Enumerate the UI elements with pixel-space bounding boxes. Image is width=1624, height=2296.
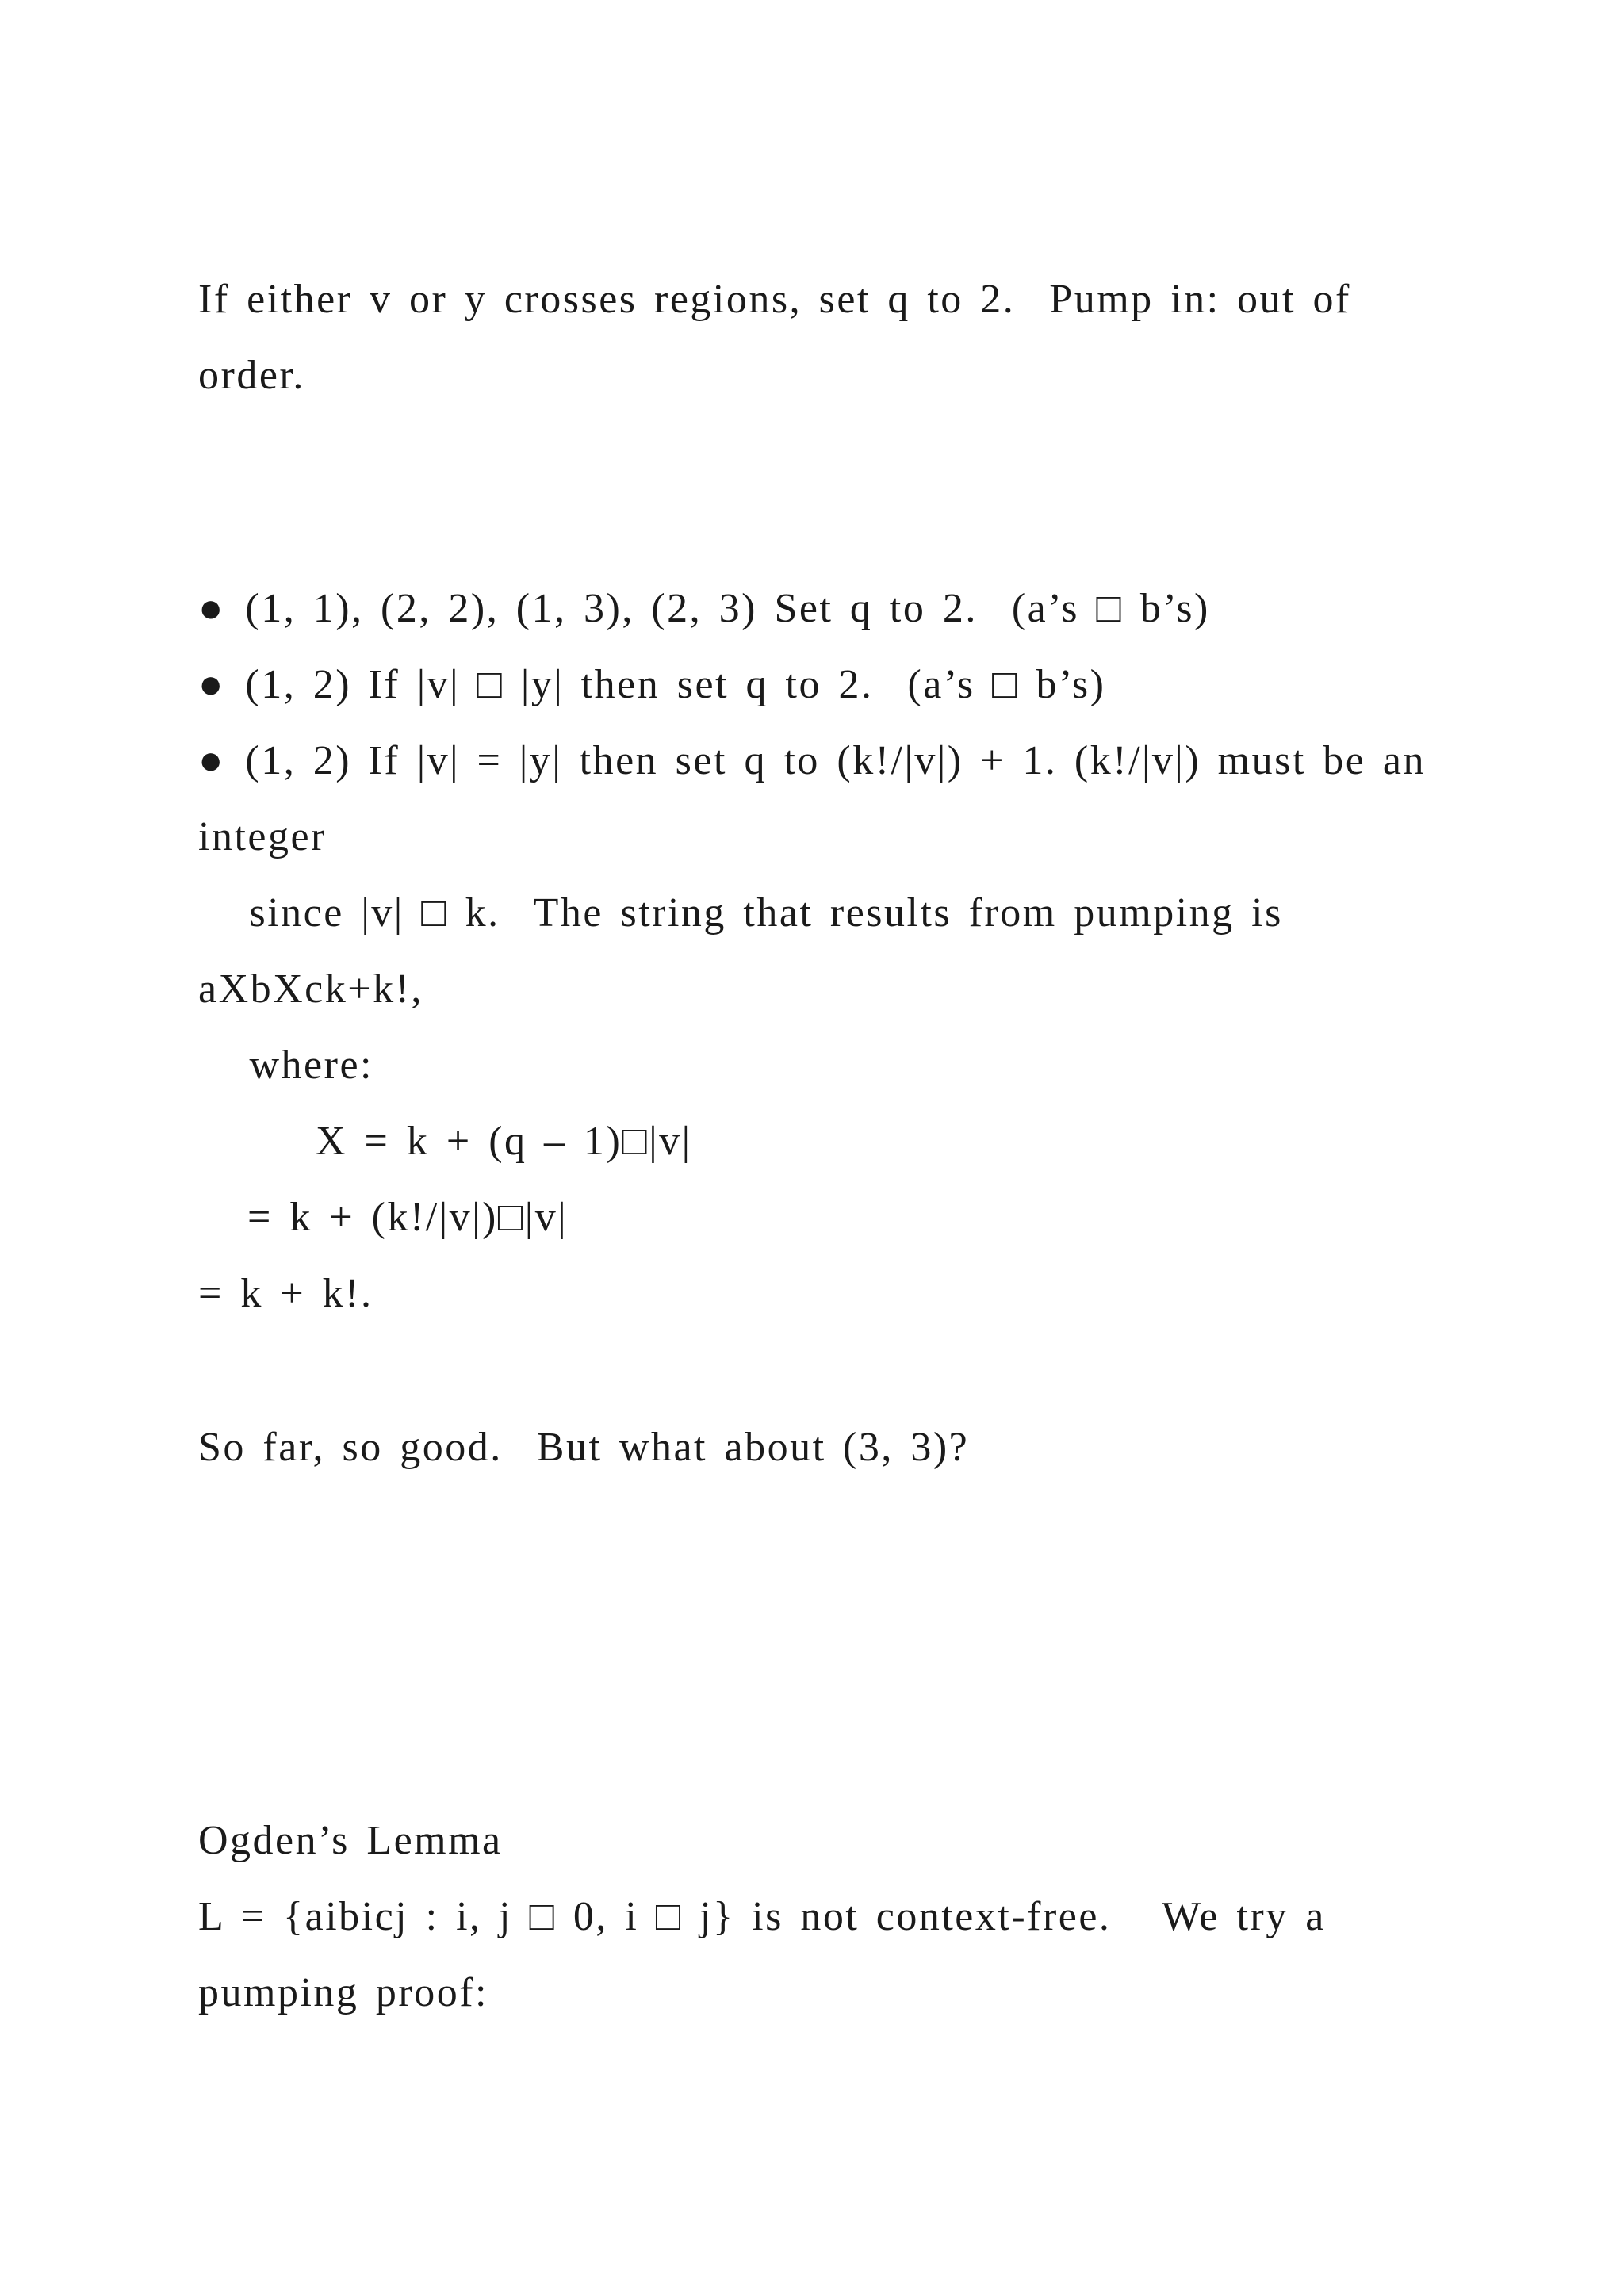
continuation-line: since |v| □ k. The string that results from pumping is bbox=[198, 890, 1283, 936]
bullet-icon: ● bbox=[198, 662, 225, 707]
continuation-line: aXbXck+k!, bbox=[198, 966, 423, 1012]
bullet-text: (1, 2) If |v| □ |y| then set q to 2. (a’s □ b’s) bbox=[245, 662, 1106, 707]
paragraph-line: If either v or y crosses regions, set q to 2. Pump in: out of bbox=[198, 277, 1351, 322]
paragraph-line: pumping proof: bbox=[198, 1970, 488, 2015]
bullet-item bbox=[198, 660, 1105, 710]
equation-line: X = k + (q – 1)□|v| bbox=[316, 1119, 692, 1164]
equation-line: = k + k!. bbox=[198, 1271, 373, 1316]
equation-line: = k + (k!/|v|)□|v| bbox=[247, 1195, 569, 1240]
bullet-icon: ● bbox=[198, 738, 225, 783]
paragraph-line: order. bbox=[198, 353, 305, 398]
bullet-text: (1, 1), (2, 2), (1, 3), (2, 3) Set q to 2. (a’s □ b’s) bbox=[245, 586, 1210, 631]
bullet-text: (1, 2) If |v| = |y| then set q to (k!/|v|) + 1. (k!/|v|) must be an bbox=[245, 738, 1426, 783]
paragraph-line: So far, so good. But what about (3, 3)? bbox=[198, 1425, 970, 1470]
continuation-line: where: bbox=[198, 1043, 373, 1088]
bullet-icon: ● bbox=[198, 586, 225, 631]
section-heading: Ogden’s Lemma bbox=[198, 1818, 503, 1863]
paragraph-line: L = {aibicj : i, j □ 0, i □ j} is not context-free. We try a bbox=[198, 1894, 1326, 1939]
bullet-item bbox=[198, 584, 1210, 634]
continuation-line: integer bbox=[198, 814, 327, 859]
bullet-item bbox=[198, 736, 1426, 786]
